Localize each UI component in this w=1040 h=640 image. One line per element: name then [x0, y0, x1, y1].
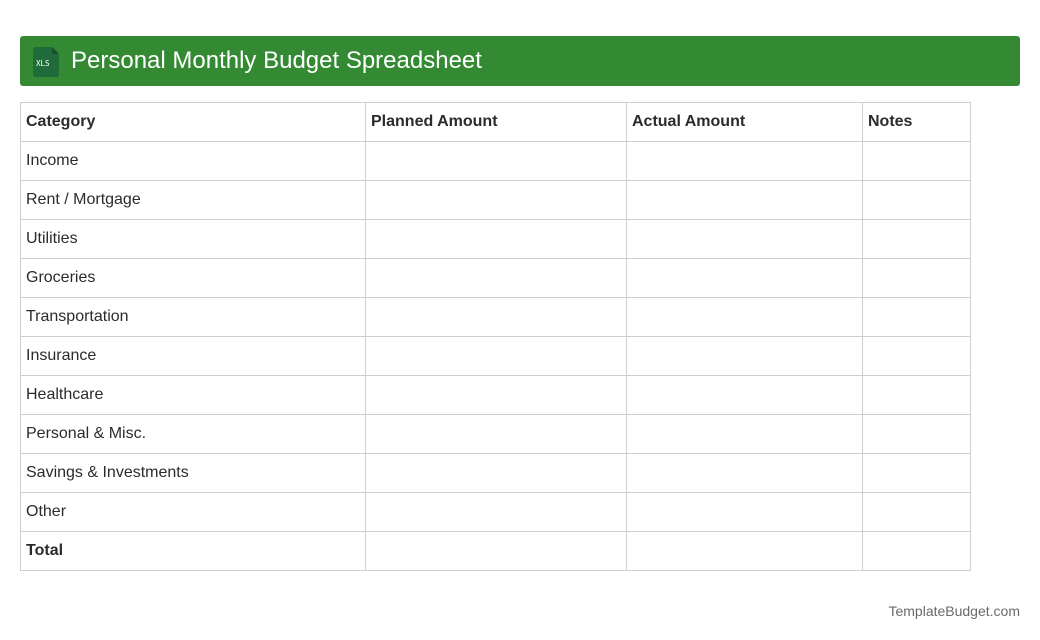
notes-cell[interactable] [863, 181, 971, 220]
notes-cell[interactable] [863, 415, 971, 454]
excel-file-icon [33, 47, 59, 77]
category-cell[interactable]: Income [21, 142, 366, 181]
category-cell[interactable]: Personal & Misc. [21, 415, 366, 454]
category-cell[interactable]: Savings & Investments [21, 454, 366, 493]
planned-total-cell[interactable] [366, 532, 627, 571]
actual-amount-cell[interactable] [627, 337, 863, 376]
category-cell[interactable]: Rent / Mortgage [21, 181, 366, 220]
actual-amount-cell[interactable] [627, 259, 863, 298]
column-header-notes: Notes [863, 103, 971, 142]
excel-icon-label: XLS [36, 59, 50, 68]
actual-amount-cell[interactable] [627, 493, 863, 532]
table-row [21, 259, 971, 298]
table-row [21, 181, 971, 220]
budget-table [20, 102, 971, 571]
notes-cell[interactable] [863, 142, 971, 181]
column-header-actual-amount: Actual Amount [627, 103, 863, 142]
title-bar [20, 36, 1020, 86]
table-row [21, 142, 971, 181]
category-cell[interactable]: Insurance [21, 337, 366, 376]
notes-cell[interactable] [863, 454, 971, 493]
planned-amount-cell[interactable] [366, 493, 627, 532]
table-row [21, 454, 971, 493]
planned-amount-cell[interactable] [366, 259, 627, 298]
page-title: Personal Monthly Budget Spreadsheet [71, 47, 482, 74]
category-cell[interactable]: Transportation [21, 298, 366, 337]
notes-cell[interactable] [863, 259, 971, 298]
category-cell[interactable]: Utilities [21, 220, 366, 259]
planned-amount-cell[interactable] [366, 298, 627, 337]
planned-amount-cell[interactable] [366, 376, 627, 415]
actual-amount-cell[interactable] [627, 181, 863, 220]
table-row [21, 376, 971, 415]
actual-amount-cell[interactable] [627, 220, 863, 259]
actual-amount-cell[interactable] [627, 142, 863, 181]
category-cell[interactable]: Other [21, 493, 366, 532]
actual-amount-cell[interactable] [627, 298, 863, 337]
footer-brand: TemplateBudget.com [888, 603, 1020, 619]
table-row [21, 220, 971, 259]
table-row [21, 337, 971, 376]
planned-amount-cell[interactable] [366, 181, 627, 220]
notes-cell[interactable] [863, 220, 971, 259]
planned-amount-cell[interactable] [366, 220, 627, 259]
notes-total-cell[interactable] [863, 532, 971, 571]
notes-cell[interactable] [863, 376, 971, 415]
planned-amount-cell[interactable] [366, 142, 627, 181]
total-row [21, 532, 971, 571]
notes-cell[interactable] [863, 493, 971, 532]
table-row [21, 415, 971, 454]
planned-amount-cell[interactable] [366, 415, 627, 454]
column-header-category: Category [21, 103, 366, 142]
actual-amount-cell[interactable] [627, 376, 863, 415]
header-row [21, 103, 971, 142]
table-row [21, 298, 971, 337]
category-cell[interactable]: Groceries [21, 259, 366, 298]
category-cell[interactable]: Healthcare [21, 376, 366, 415]
notes-cell[interactable] [863, 337, 971, 376]
notes-cell[interactable] [863, 298, 971, 337]
column-header-planned-amount: Planned Amount [366, 103, 627, 142]
planned-amount-cell[interactable] [366, 454, 627, 493]
planned-amount-cell[interactable] [366, 337, 627, 376]
table-row [21, 493, 971, 532]
actual-amount-cell[interactable] [627, 415, 863, 454]
actual-amount-cell[interactable] [627, 454, 863, 493]
actual-total-cell[interactable] [627, 532, 863, 571]
total-label-cell: Total [21, 532, 366, 571]
